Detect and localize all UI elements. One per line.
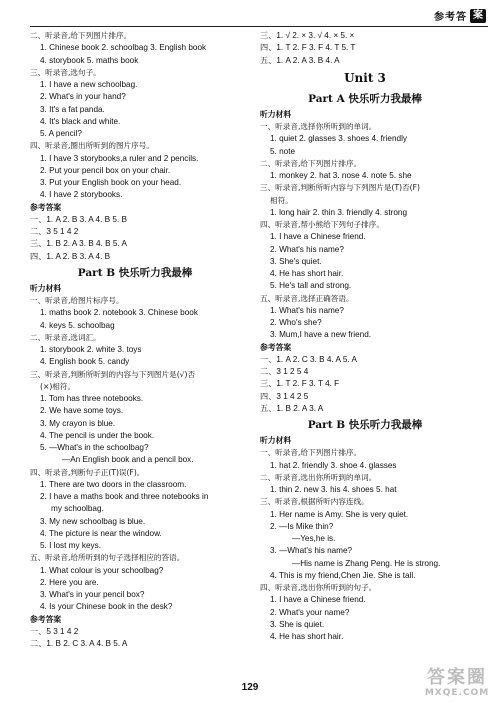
text-line: 1. Chinese book 2. schoolbag 3. English book — [40, 43, 207, 53]
text-line: 四、听录音,判断句子正(T)误(F)。 — [30, 467, 145, 477]
text-line: 4. He has short hair. — [270, 269, 344, 278]
text-line: 3. Put your English book on your head. — [40, 178, 182, 187]
text-line: 4. He has short hair. — [270, 632, 344, 641]
section-heading: 听力材料 — [260, 436, 292, 445]
text-line: 五、听录音,选择正确答语。 — [260, 293, 354, 303]
text-line: 四、1. A 2. B 3. A 4. B — [30, 251, 111, 261]
text-line: 1. What colour is your schoolbag? — [40, 565, 164, 575]
text-line: 1. maths book 2. notebook 3. Chinese book — [40, 308, 198, 318]
section-title: Unit 3 — [344, 70, 386, 85]
section-title: Part B 快乐听力我最棒 — [307, 419, 423, 431]
text-line: 二、3 1 2 5 4 — [260, 367, 309, 376]
text-line: 1. storybook 2. white 3. toys — [40, 345, 142, 354]
text-line: 3. She's quiet. — [270, 256, 322, 266]
watermark-logo-text: 答案圈 — [427, 667, 487, 688]
text-line: 二、1. B 2. C 3. A 4. B 5. A — [30, 639, 128, 648]
header-label: 参考答 — [434, 12, 467, 23]
text-line: 二、3 5 1 4 2 — [30, 227, 79, 236]
text-line: 四、3 1 4 2 5 — [260, 391, 309, 401]
text-line: 四、听录音,选出你所听到的句子。 — [260, 583, 377, 592]
section-heading: 听力材料 — [30, 283, 62, 293]
watermark-site-text: MXQE.COM — [424, 688, 490, 698]
text-line: 1. I have a Chinese friend. — [270, 232, 366, 242]
text-line: 五、1. A 2. A 3. B 4. A — [260, 55, 340, 65]
left-column — [30, 30, 240, 650]
text-line: 1. I have a Chinese friend. — [270, 595, 366, 605]
watermark-logo — [422, 668, 492, 698]
text-line: 4. It's black and white. — [40, 116, 121, 126]
text-line: 三、听录音,判断所听内容与下列图片是(T)否(F) — [260, 183, 420, 193]
text-line: 2. What's your name? — [270, 607, 350, 617]
section-heading: 听力材料 — [260, 109, 292, 119]
header-rule — [30, 26, 488, 27]
text-line: 1. Tom has three notebooks. — [40, 394, 144, 403]
text-line: 3. My crayon is blue. — [40, 418, 116, 428]
text-line: 2. Put your pencil box on your chair. — [40, 165, 171, 175]
section-heading: 参考答案 — [30, 614, 62, 624]
page-number: 129 — [241, 682, 259, 693]
text-line: 四、听录音,帮小熊给下列句子排序。 — [260, 220, 384, 229]
page-header — [434, 8, 486, 23]
text-line: 2. Here you are. — [40, 577, 99, 587]
section-title: Part B 快乐听力我最棒 — [77, 266, 193, 279]
text-line: 2. I have a maths book and three notebooks in — [40, 492, 209, 501]
text-line: 3. Mum,I have a new friend. — [270, 330, 372, 340]
text-line: 4. The pencil is under the book. — [40, 430, 155, 440]
text-line: 四、1. T 2. F 3. F 4. T 5. T — [260, 43, 356, 53]
right-column — [260, 30, 470, 643]
section-heading: 参考答案 — [30, 202, 62, 212]
text-line: 二、听录音,选出你所听到的单词。 — [260, 472, 377, 482]
text-line: 4. This is my friend,Chen Jie. She is tall. — [270, 570, 416, 580]
text-line: 2. What's in your hand? — [40, 92, 126, 102]
text-line: 二、听录音,给下列图片排序。 — [260, 158, 362, 168]
text-line: 二、听录音,给下列图片排序。 — [30, 31, 132, 40]
text-line: 一、听录音,给下列图片排序。 — [260, 448, 362, 458]
text-line: 1. thin 2. new 3. his 4. shoes 5. hat — [270, 485, 397, 494]
text-line: 4. I have 2 storybooks. — [40, 190, 123, 200]
text-line: 1. What's his name? — [270, 305, 344, 315]
text-line: 4. Is your Chinese book in the desk? — [40, 602, 173, 612]
text-line: 5. —What's in the schoolbag? — [40, 443, 149, 452]
text-line: 3. What's in your pencil box? — [40, 590, 145, 599]
text-line: 3. It's a fat panda. — [40, 104, 105, 114]
text-line: 三、1. √ 2. × 3. √ 4. × 5. × — [260, 31, 355, 40]
text-line: 五、听录音,给所听到的句子选择相应的答语。 — [30, 553, 185, 563]
text-line: 三、听录音,判断所听到的内容与下列图片是(√)否 — [30, 369, 196, 379]
text-line: 五、1. B 2. A 3. A — [260, 403, 324, 413]
text-line: 5. He's tall and strong. — [270, 281, 352, 291]
text-line: 2. Who's she? — [270, 318, 322, 327]
text-line: 5. note — [270, 146, 296, 156]
text-line: 一、1. A 2. B 3. A 4. B 5. B — [30, 214, 127, 224]
section-heading: 参考答案 — [260, 342, 292, 352]
text-line: 1. hat 2. friendly 3. shoe 4. glasses — [270, 460, 397, 470]
text-line: my schoolbag. — [51, 504, 104, 514]
text-line: 4. keys 5. schoolbag — [40, 320, 115, 330]
text-line: 1. I have 3 storybooks,a ruler and 2 pencils. — [40, 153, 199, 163]
text-line: 1. There are two doors in the classroom. — [40, 479, 187, 489]
text-line: 一、1. A 2. C 3. B 4. A 5. A — [260, 354, 357, 364]
text-line: 4. English book 5. candy — [40, 357, 130, 367]
text-line: 三、听录音,选句子。 — [30, 67, 101, 77]
section-title: Part A 快乐听力我最棒 — [308, 92, 422, 105]
text-line: 1. I have a new schoolbag. — [40, 80, 138, 89]
text-line: 一、5 3 1 4 2 — [30, 626, 79, 636]
text-line: 5. I lost my keys. — [40, 541, 101, 550]
text-line: 1. quiet 2. glasses 3. shoes 4. friendly — [270, 134, 407, 144]
text-line: 三、1. T 2. F 3. T 4. F — [260, 379, 340, 389]
text-line: —Yes,he is. — [292, 534, 336, 543]
text-line: 4. The picture is near the window. — [40, 528, 162, 538]
text-line: 三、听录音,根据所听内容连线。 — [260, 497, 369, 507]
text-line: 2. What's his name? — [270, 244, 344, 254]
text-line: (×)相符。 — [40, 381, 76, 391]
text-line: 一、听录音,给图片标序号。 — [30, 296, 124, 305]
text-line: 2. We have some toys. — [40, 406, 124, 416]
text-line: 1. Her name is Amy. She is very quiet. — [270, 509, 409, 519]
text-line: 四、听录音,圈出所听到的图片序号。 — [30, 141, 154, 151]
text-line: 三、1. B 2. A 3. B 4. B 5. A — [30, 239, 127, 249]
text-line: 相符。 — [270, 195, 293, 205]
text-line: 1. long hair 2. thin 3. friendly 4. strong — [270, 207, 407, 217]
text-line: 5. A pencil? — [40, 129, 82, 138]
text-line: 一、听录音,选择你所听到的单词。 — [260, 122, 377, 131]
text-line: —An English book and a pencil box. — [62, 455, 194, 465]
text-line: —His name is Zhang Peng. He is strong. — [292, 558, 441, 568]
text-line: 4. storybook 5. maths book — [40, 55, 139, 65]
header-badge: 案 — [470, 9, 486, 23]
text-line: 3. —What's his name? — [270, 546, 353, 556]
text-line: 3. She is quiet. — [270, 619, 325, 629]
text-line: 二、听录音,选词汇。 — [30, 332, 101, 342]
text-line: 2. —Is Mike thin? — [270, 521, 334, 531]
text-line: 1. monkey 2. hat 3. nose 4. note 5. she — [270, 171, 412, 180]
text-line: 3. My new schoolbag is blue. — [40, 516, 146, 526]
